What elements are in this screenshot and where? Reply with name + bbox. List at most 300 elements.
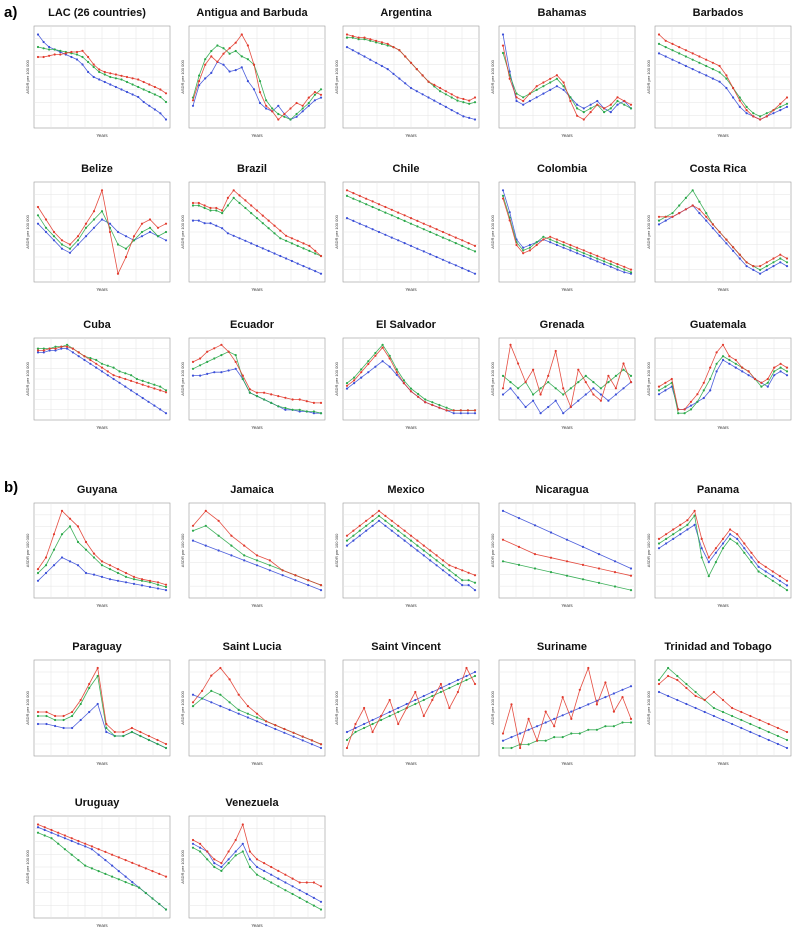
x-axis-label: Years xyxy=(561,287,573,292)
data-point xyxy=(404,535,406,537)
data-point xyxy=(387,43,389,45)
data-point xyxy=(448,239,450,241)
data-point xyxy=(365,225,367,227)
data-point xyxy=(433,100,435,102)
data-point xyxy=(192,701,194,703)
data-point xyxy=(360,377,362,379)
data-point xyxy=(37,206,39,208)
data-point xyxy=(157,581,159,583)
data-point xyxy=(758,570,760,572)
data-point xyxy=(630,381,632,383)
y-axis-label: ASDR per 100 000 xyxy=(490,215,495,249)
data-point xyxy=(346,739,348,741)
data-point xyxy=(590,104,592,106)
data-point xyxy=(448,564,450,566)
y-axis-label: ASDR per 100 000 xyxy=(646,215,651,249)
data-point xyxy=(37,223,39,225)
data-point xyxy=(247,713,249,715)
data-point xyxy=(320,885,322,887)
data-point xyxy=(378,515,380,517)
data-point xyxy=(397,217,399,219)
data-point xyxy=(553,718,555,720)
chart-title: Costa Rica xyxy=(689,163,747,175)
data-point xyxy=(98,848,100,850)
data-point xyxy=(623,100,625,102)
data-point xyxy=(37,711,39,713)
data-point xyxy=(263,398,265,400)
data-point xyxy=(786,261,788,263)
data-point xyxy=(360,368,362,370)
data-point xyxy=(63,715,65,717)
data-point xyxy=(456,96,458,98)
data-point xyxy=(590,255,592,257)
data-point xyxy=(549,238,551,240)
data-point xyxy=(582,546,584,548)
data-point xyxy=(429,549,431,551)
data-point xyxy=(363,55,365,57)
data-point xyxy=(118,382,120,384)
data-point xyxy=(416,225,418,227)
data-point xyxy=(154,86,156,88)
data-point xyxy=(104,71,106,73)
data-point xyxy=(136,382,138,384)
data-point xyxy=(120,75,122,77)
data-point xyxy=(247,80,249,82)
data-point xyxy=(596,104,598,106)
data-point xyxy=(54,53,56,55)
data-point xyxy=(786,580,788,582)
y-axis-label: ASDR per 100 000 xyxy=(646,362,651,396)
chart-title: El Salvador xyxy=(376,319,436,331)
data-point xyxy=(522,96,524,98)
data-point xyxy=(570,732,572,734)
data-point xyxy=(570,711,572,713)
data-point xyxy=(779,575,781,577)
data-point xyxy=(147,401,149,403)
data-point xyxy=(672,528,674,530)
y-axis-label: ASDR per 100 000 xyxy=(334,533,339,568)
data-point xyxy=(270,393,272,395)
data-point xyxy=(705,220,707,222)
data-point xyxy=(468,248,470,250)
data-point xyxy=(722,542,724,544)
data-point xyxy=(80,699,82,701)
data-point xyxy=(45,231,47,233)
data-point xyxy=(320,402,322,404)
data-point xyxy=(391,520,393,522)
data-point xyxy=(739,96,741,98)
data-point xyxy=(658,538,660,540)
data-point xyxy=(221,209,223,211)
data-point xyxy=(569,100,571,102)
y-axis-label: ASDR per 100 000 xyxy=(180,60,185,94)
data-point xyxy=(576,249,578,251)
data-point xyxy=(369,38,371,40)
data-point xyxy=(141,578,143,580)
data-point xyxy=(297,245,299,247)
data-point xyxy=(117,572,119,574)
data-point xyxy=(54,349,56,351)
data-point xyxy=(679,524,681,526)
data-point xyxy=(268,250,270,252)
x-axis-label: Years xyxy=(717,761,729,766)
x-axis-label: Years xyxy=(251,923,263,928)
data-point xyxy=(765,566,767,568)
data-point xyxy=(115,86,117,88)
data-point xyxy=(346,747,348,749)
data-point xyxy=(746,112,748,114)
data-point xyxy=(422,93,424,95)
data-point xyxy=(158,903,160,905)
data-point xyxy=(436,234,438,236)
data-point xyxy=(206,373,208,375)
data-point xyxy=(120,78,122,80)
data-point xyxy=(279,255,281,257)
data-point xyxy=(250,242,252,244)
data-point xyxy=(233,189,235,191)
data-point xyxy=(509,344,511,346)
data-point xyxy=(137,96,139,98)
data-point xyxy=(440,683,442,685)
data-point xyxy=(455,242,457,244)
data-point xyxy=(313,410,315,412)
data-point xyxy=(536,241,538,243)
data-point xyxy=(729,533,731,535)
data-point xyxy=(346,388,348,390)
data-point xyxy=(455,579,457,581)
data-point xyxy=(126,81,128,83)
data-point xyxy=(582,564,584,566)
data-point xyxy=(604,696,606,698)
data-point xyxy=(265,107,267,109)
data-point xyxy=(623,269,625,271)
x-axis-label: Years xyxy=(717,287,729,292)
chart-title: Paraguay xyxy=(72,641,122,653)
data-point xyxy=(667,667,669,669)
data-point xyxy=(760,382,762,384)
data-point xyxy=(65,52,67,54)
data-point xyxy=(159,96,161,98)
data-point xyxy=(37,56,39,58)
data-point xyxy=(404,82,406,84)
data-point xyxy=(89,359,91,361)
data-point xyxy=(235,368,237,370)
data-point xyxy=(210,55,212,57)
data-point xyxy=(698,208,700,210)
data-point xyxy=(457,683,459,685)
data-point xyxy=(273,225,275,227)
data-point xyxy=(600,393,602,395)
data-point xyxy=(369,59,371,61)
data-point xyxy=(192,99,194,101)
data-point xyxy=(125,876,127,878)
data-point xyxy=(741,370,743,372)
data-point xyxy=(263,862,265,864)
data-point xyxy=(165,876,167,878)
data-point xyxy=(363,723,365,725)
x-axis-label: Years xyxy=(96,425,108,430)
data-point xyxy=(534,567,536,569)
data-point xyxy=(719,81,721,83)
data-point xyxy=(410,217,412,219)
data-point xyxy=(772,575,774,577)
data-point xyxy=(468,572,470,574)
data-point xyxy=(271,107,273,109)
data-point xyxy=(118,870,120,872)
data-point xyxy=(467,409,469,411)
data-point xyxy=(760,386,762,388)
data-point xyxy=(786,739,788,741)
data-point xyxy=(229,70,231,72)
data-point xyxy=(256,866,258,868)
data-point xyxy=(735,367,737,369)
data-point xyxy=(346,731,348,733)
data-point xyxy=(715,552,717,554)
data-point xyxy=(736,538,738,540)
data-point xyxy=(229,678,231,680)
chart-title: Saint Vincent xyxy=(371,641,441,653)
data-point xyxy=(142,397,144,399)
data-point xyxy=(515,100,517,102)
data-point xyxy=(460,409,462,411)
data-point xyxy=(722,711,724,713)
data-point xyxy=(457,679,459,681)
data-point xyxy=(61,243,63,245)
data-point xyxy=(397,723,399,725)
data-point xyxy=(353,377,355,379)
data-point xyxy=(701,538,703,540)
data-point xyxy=(192,843,194,845)
data-point xyxy=(749,715,751,717)
data-point xyxy=(502,45,504,47)
data-point xyxy=(509,219,511,221)
data-point xyxy=(299,889,301,891)
data-point xyxy=(149,231,151,233)
data-point xyxy=(576,107,578,109)
data-point xyxy=(678,46,680,48)
data-point xyxy=(705,74,707,76)
data-point xyxy=(235,854,237,856)
data-point xyxy=(614,571,616,573)
data-point xyxy=(607,375,609,377)
data-point xyxy=(141,223,143,225)
data-point xyxy=(456,100,458,102)
data-point xyxy=(320,901,322,903)
data-point xyxy=(85,541,87,543)
data-point xyxy=(44,829,46,831)
data-point xyxy=(404,530,406,532)
data-point xyxy=(576,252,578,254)
data-point xyxy=(219,667,221,669)
data-point xyxy=(630,575,632,577)
data-point xyxy=(256,713,258,715)
data-point xyxy=(235,42,237,44)
data-point xyxy=(542,81,544,83)
data-point xyxy=(243,559,245,561)
data-point xyxy=(270,402,272,404)
data-point xyxy=(740,719,742,721)
data-point xyxy=(37,46,39,48)
data-point xyxy=(518,546,520,548)
data-point xyxy=(576,115,578,117)
data-point xyxy=(468,103,470,105)
data-point xyxy=(192,839,194,841)
chart-title: Grenada xyxy=(539,319,585,331)
data-point xyxy=(759,727,761,729)
data-point xyxy=(285,257,287,259)
data-point xyxy=(587,729,589,731)
data-point xyxy=(346,535,348,537)
data-point xyxy=(397,535,399,537)
data-point xyxy=(779,254,781,256)
data-point xyxy=(111,876,113,878)
data-point xyxy=(85,572,87,574)
data-point xyxy=(630,269,632,271)
data-point xyxy=(235,50,237,52)
data-point xyxy=(48,48,50,50)
data-point xyxy=(229,47,231,49)
data-point xyxy=(556,74,558,76)
data-point xyxy=(45,723,47,725)
data-point xyxy=(95,359,97,361)
data-point xyxy=(352,220,354,222)
data-point xyxy=(779,103,781,105)
data-point xyxy=(779,261,781,263)
data-point xyxy=(139,735,141,737)
data-point xyxy=(406,707,408,709)
data-point xyxy=(779,106,781,108)
data-point xyxy=(77,525,79,527)
data-point xyxy=(314,252,316,254)
data-point xyxy=(786,370,788,372)
data-point xyxy=(404,214,406,216)
data-point xyxy=(101,189,103,191)
data-point xyxy=(556,78,558,80)
data-point xyxy=(436,559,438,561)
data-point xyxy=(308,105,310,107)
data-point xyxy=(562,736,564,738)
data-point xyxy=(712,68,714,70)
data-point xyxy=(457,691,459,693)
data-point xyxy=(630,718,632,720)
data-point xyxy=(66,346,68,348)
data-point xyxy=(515,96,517,98)
x-axis-label: Years xyxy=(251,425,263,430)
data-point xyxy=(81,63,83,65)
data-point xyxy=(716,370,718,372)
data-point xyxy=(229,709,231,711)
data-point xyxy=(445,90,447,92)
data-point xyxy=(221,212,223,214)
data-point xyxy=(372,515,374,517)
x-axis-label: Years xyxy=(96,923,108,928)
data-point xyxy=(93,66,95,68)
x-axis-label: Years xyxy=(96,287,108,292)
data-point xyxy=(105,727,107,729)
data-point xyxy=(360,371,362,373)
y-axis-label: ASDR per 100 000 xyxy=(490,533,495,568)
data-point xyxy=(244,207,246,209)
data-point xyxy=(423,715,425,717)
data-point xyxy=(91,848,93,850)
data-point xyxy=(294,574,296,576)
chart-title: Uruguay xyxy=(74,797,120,809)
data-point xyxy=(165,743,167,745)
data-point xyxy=(630,685,632,687)
data-point xyxy=(630,271,632,273)
data-point xyxy=(154,108,156,110)
data-point xyxy=(77,843,79,845)
x-axis-label: Years xyxy=(405,425,417,430)
data-point xyxy=(576,104,578,106)
x-axis-label: Years xyxy=(561,761,573,766)
data-point xyxy=(220,344,222,346)
data-point xyxy=(438,404,440,406)
data-point xyxy=(462,98,464,100)
data-point xyxy=(403,382,405,384)
x-axis-label: Years xyxy=(717,603,729,608)
data-point xyxy=(678,62,680,64)
data-point xyxy=(199,850,201,852)
data-point xyxy=(91,845,93,847)
data-point xyxy=(107,365,109,367)
data-point xyxy=(474,589,476,591)
data-point xyxy=(302,739,304,741)
data-point xyxy=(404,55,406,57)
data-point xyxy=(616,104,618,106)
data-point xyxy=(209,209,211,211)
data-point xyxy=(665,542,667,544)
data-point xyxy=(766,112,768,114)
data-point xyxy=(87,61,89,63)
data-point xyxy=(502,740,504,742)
data-point xyxy=(165,586,167,588)
data-point xyxy=(125,881,127,883)
data-point xyxy=(563,244,565,246)
data-point xyxy=(346,189,348,191)
data-point xyxy=(391,214,393,216)
data-point xyxy=(77,243,79,245)
data-point xyxy=(76,53,78,55)
data-point xyxy=(510,703,512,705)
data-point xyxy=(201,697,203,699)
data-point xyxy=(242,823,244,825)
data-point xyxy=(743,547,745,549)
data-point xyxy=(69,560,71,562)
data-point xyxy=(692,59,694,61)
data-point xyxy=(462,115,464,117)
data-point xyxy=(219,694,221,696)
data-point xyxy=(397,530,399,532)
data-point xyxy=(93,227,95,229)
data-point xyxy=(780,370,782,372)
data-point xyxy=(216,44,218,46)
data-point xyxy=(299,398,301,400)
data-point xyxy=(230,545,232,547)
data-point xyxy=(219,705,221,707)
data-point xyxy=(786,96,788,98)
data-point xyxy=(54,719,56,721)
data-point xyxy=(359,535,361,537)
data-point xyxy=(131,731,133,733)
data-point xyxy=(630,107,632,109)
data-point xyxy=(529,247,531,249)
data-point xyxy=(250,204,252,206)
data-point xyxy=(93,574,95,576)
data-point xyxy=(679,528,681,530)
data-point xyxy=(71,837,73,839)
data-point xyxy=(384,234,386,236)
